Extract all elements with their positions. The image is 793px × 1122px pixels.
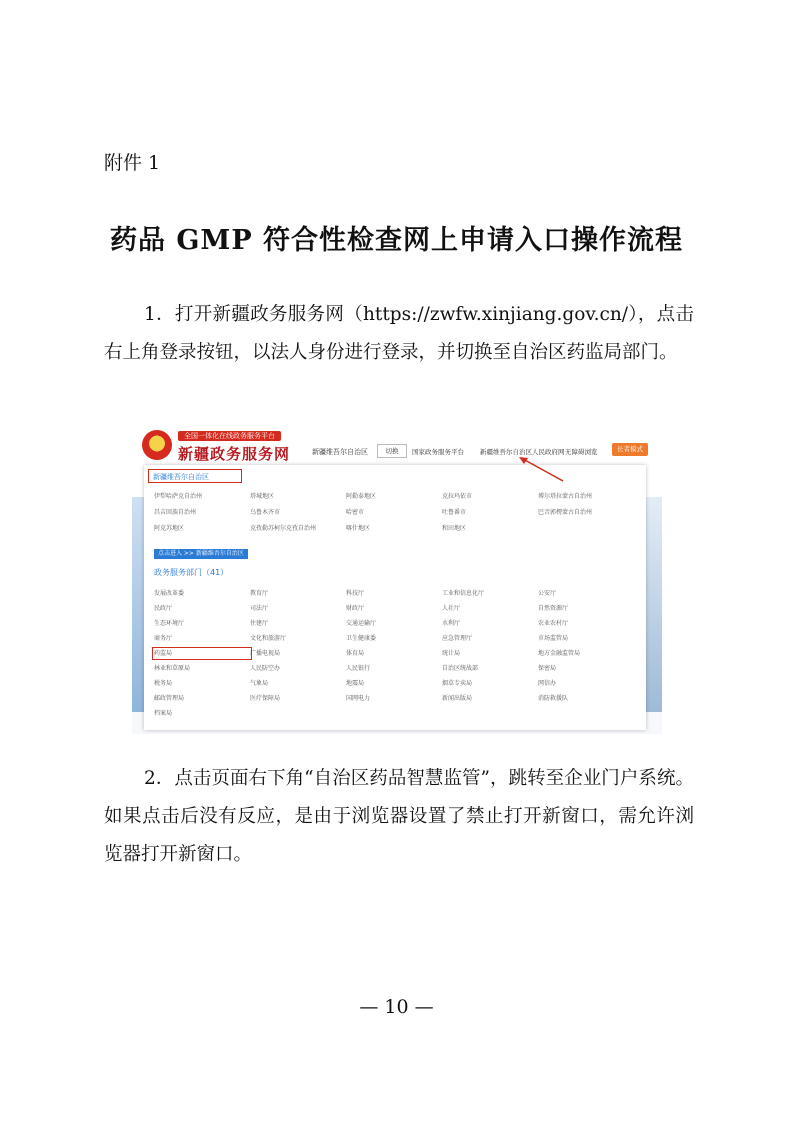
department-item[interactable]: 税务局	[154, 680, 173, 687]
department-item[interactable]: 生态环境厅	[154, 620, 185, 627]
region-item[interactable]: 乌鲁木齐市	[250, 509, 281, 516]
department-item[interactable]: 民政厅	[154, 605, 173, 612]
site-header	[132, 427, 662, 463]
department-item[interactable]: 新闻出版局	[442, 695, 473, 702]
department-item[interactable]: 林业和草原局	[154, 665, 191, 672]
department-item[interactable]: 自然资源厅	[538, 605, 569, 612]
department-item[interactable]: 发展改革委	[154, 590, 185, 597]
step-2-paragraph: 2．点击页面右下角“自治区药品智慧监管”，跳转至企业门户系统。如果点击后没有反应，是由于浏览器设置了禁止打开新窗口，需允许浏览器打开新窗口。	[104, 768, 694, 865]
department-item[interactable]: 统计局	[442, 650, 461, 657]
department-item[interactable]: 文化和旅游厅	[250, 635, 287, 642]
pointer-arrow-icon	[517, 455, 567, 483]
department-item[interactable]: 广播电视局	[250, 650, 281, 657]
step-1-paragraph: 1．打开新疆政务服务网（https://zwfw.xinjiang.gov.cn/），点击右上角登录按钮，以法人身份进行登录，并切换至自治区药监局部门。	[104, 304, 694, 363]
page-number: — 10 —	[359, 996, 434, 1018]
region-item[interactable]: 吐鲁番市	[442, 509, 467, 516]
department-item[interactable]: 网信办	[538, 680, 557, 687]
enter-region-button[interactable]: 点击进入 >> 新疆维吾尔自治区	[154, 549, 248, 559]
accessibility-link[interactable]: 无障碍浏览	[565, 448, 598, 456]
department-item[interactable]: 国网电力	[346, 695, 371, 702]
department-item[interactable]: 教育厅	[250, 590, 269, 597]
elder-mode-button[interactable]: 长者模式	[612, 443, 648, 456]
department-item[interactable]: 商务厅	[154, 635, 173, 642]
department-item[interactable]: 交通运输厅	[346, 620, 377, 627]
region-item[interactable]: 哈密市	[346, 509, 365, 516]
region-item[interactable]: 伊犁哈萨克自治州	[154, 493, 203, 500]
region-item[interactable]: 博尔塔拉蒙古自治州	[538, 493, 593, 500]
region-item[interactable]: 克孜勒苏柯尔克孜自治州	[250, 525, 317, 532]
department-item[interactable]: 人民银行	[346, 665, 371, 672]
department-item[interactable]: 市场监管局	[538, 635, 569, 642]
region-item[interactable]: 昌吉回族自治州	[154, 509, 197, 516]
department-item[interactable]: 财政厅	[346, 605, 365, 612]
department-item[interactable]: 消防救援队	[538, 695, 569, 702]
department-item[interactable]: 科技厅	[346, 590, 365, 597]
website-screenshot	[132, 427, 662, 734]
department-item[interactable]: 应急管理厅	[442, 635, 473, 642]
department-list	[154, 589, 634, 718]
department-item[interactable]: 工业和信息化厅	[442, 590, 485, 597]
department-item[interactable]: 人社厅	[442, 605, 461, 612]
region-item[interactable]: 克拉玛依市	[442, 493, 473, 500]
region-dropdown-panel	[144, 465, 646, 730]
department-item[interactable]: 药监局	[154, 649, 250, 658]
region-government-link[interactable]: 新疆维吾尔自治区人民政府网	[480, 448, 565, 456]
department-item[interactable]: 邮政管理局	[154, 695, 185, 702]
department-item[interactable]: 档案局	[154, 710, 173, 717]
department-item[interactable]: 自治区统战部	[442, 665, 479, 672]
department-item[interactable]: 气象局	[250, 680, 269, 687]
department-item[interactable]: 保密局	[538, 665, 557, 672]
department-item[interactable]: 烟草专卖局	[442, 680, 473, 687]
national-platform-link[interactable]: 国家政务服务平台	[412, 448, 464, 456]
document-title: 药品 GMP 符合性检查网上申请入口操作流程	[109, 225, 684, 256]
department-item[interactable]: 公安厅	[538, 590, 557, 597]
department-item[interactable]: 地震局	[346, 680, 365, 687]
site-slogan: 全国一体化在线政务服务平台	[178, 431, 281, 441]
national-emblem-icon	[142, 430, 172, 460]
department-item[interactable]: 司法厅	[250, 605, 269, 612]
attachment-label: 附件 1	[104, 152, 161, 174]
site-brand: 新疆政务服务网	[178, 445, 291, 463]
region-item[interactable]: 塔城地区	[250, 493, 275, 500]
department-item[interactable]: 农业农村厅	[538, 620, 569, 627]
selected-region[interactable]: 新疆维吾尔自治区	[148, 469, 242, 483]
department-item[interactable]: 卫生健康委	[346, 635, 377, 642]
department-item[interactable]: 住建厅	[250, 620, 269, 627]
region-item[interactable]: 阿克苏地区	[154, 525, 185, 532]
switch-region-button[interactable]: 切换	[377, 444, 407, 458]
department-item[interactable]: 水利厅	[442, 620, 461, 627]
region-item[interactable]: 喀什地区	[346, 525, 371, 532]
departments-title: 政务服务部门（41）	[154, 568, 229, 577]
department-item[interactable]: 医疗保障局	[250, 695, 281, 702]
current-region-label: 新疆维吾尔自治区	[312, 448, 368, 456]
region-list	[154, 491, 634, 532]
department-item[interactable]: 地方金融监管局	[538, 650, 581, 657]
region-item[interactable]: 巴音郭楞蒙古自治州	[538, 509, 593, 516]
department-item[interactable]: 人民防空办	[250, 665, 281, 672]
region-item[interactable]: 和田地区	[442, 525, 467, 532]
department-item[interactable]: 体育局	[346, 650, 365, 657]
region-item[interactable]: 阿勒泰地区	[346, 493, 377, 500]
